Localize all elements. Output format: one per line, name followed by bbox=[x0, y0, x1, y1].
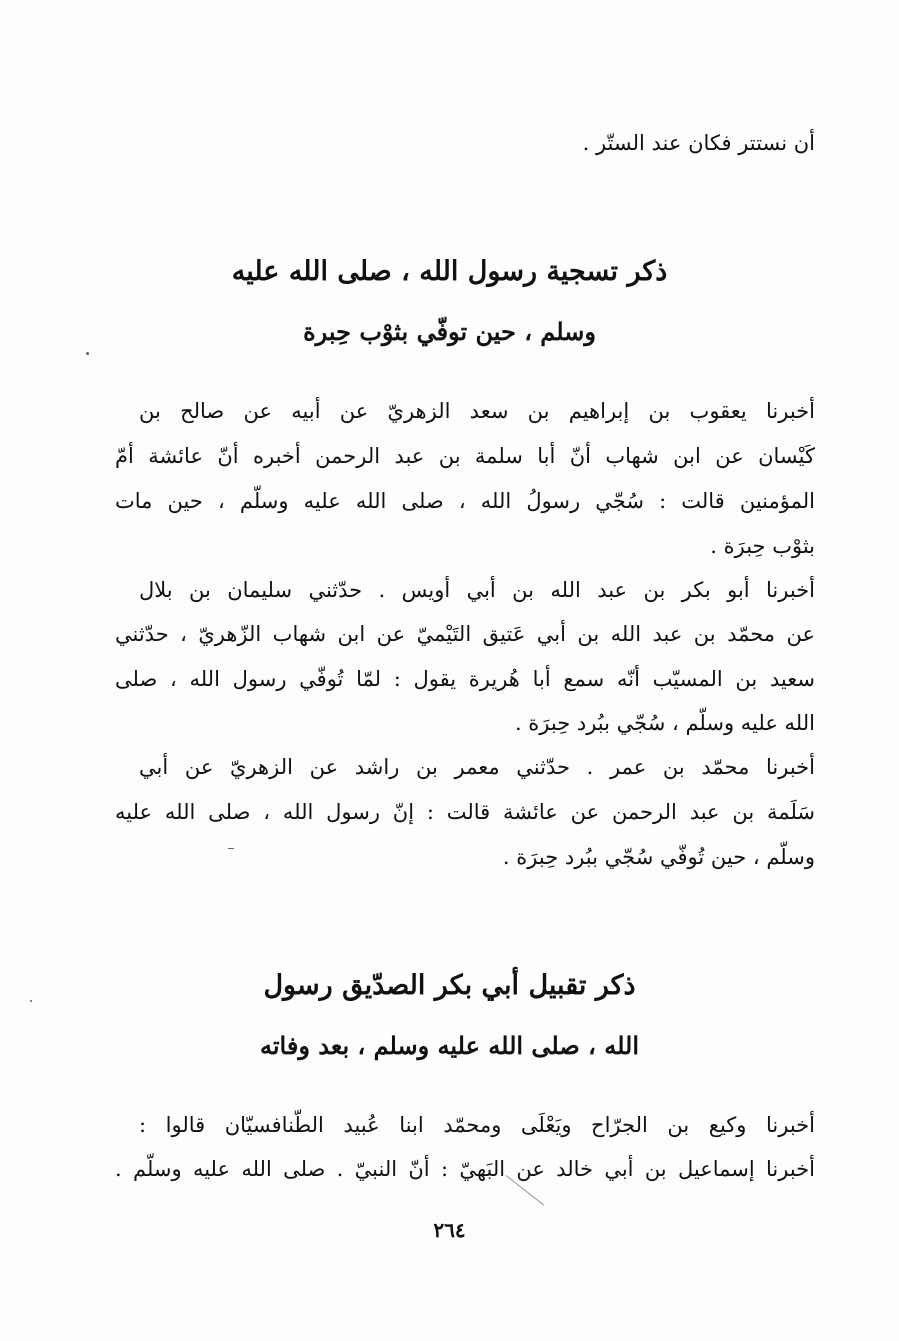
paragraph-line: أخبرنا إسماعيل بن أبي خالد عن البَهيّ : أنّ النبيّ . صلى الله عليه وسلّم . bbox=[115, 1157, 815, 1181]
scan-speck bbox=[86, 352, 89, 355]
paragraph-line: سَلَمة بن عبد الرحمن عن عائشة قالت : إنّ رسول الله ، صلى الله عليه bbox=[115, 800, 815, 824]
carryover-line: أن نستتر فكان عند الستّر . bbox=[582, 131, 815, 155]
page-number: ٢٦٤ bbox=[433, 1218, 466, 1242]
paragraph-line: بثوْب حِبرَة . bbox=[710, 534, 815, 558]
section2-heading-line1: ذكر تقبيل أبي بكر الصدّيق رسول bbox=[263, 970, 636, 1001]
paragraph-line: المؤمنين قالت : سُجّي رسولُ الله ، صلى الله عليه وسلّم ، حين مات bbox=[115, 489, 815, 513]
section1-heading-line1: ذكر تسجية رسول الله ، صلى الله عليه bbox=[231, 256, 668, 287]
paragraph-line: أخبرنا يعقوب بن إبراهيم بن سعد الزهريّ عن أبيه عن صالح بن bbox=[139, 399, 815, 423]
paragraph-line: وسلّم ، حين تُوفّي سُجّي ببُرد حِبرَة . bbox=[502, 845, 815, 869]
scan-speck bbox=[30, 1000, 32, 1002]
paragraph-line: الله عليه وسلّم ، سُجّي ببُرد حِبرَة . bbox=[514, 711, 815, 735]
paragraph-line: أخبرنا أبو بكر بن عبد الله بن أبي أويس . حدّثني سليمان بن بلال bbox=[139, 578, 815, 602]
section1-heading-line2: وسلم ، حين توفّي بثوْب حِبرة bbox=[303, 317, 596, 346]
paragraph-line: أخبرنا وكيع بن الجرّاح ويَعْلَى ومحمّد ابنا عُبيد الطّنافسيّان قالوا : bbox=[139, 1113, 815, 1137]
paragraph-line: كَيْسان عن ابن شهاب أنّ أبا سلمة بن عبد الرحمن أخبره أنّ عائشة أمّ bbox=[115, 444, 815, 468]
section2-heading-line2: الله ، صلى الله عليه وسلم ، بعد وفاته bbox=[259, 1031, 640, 1060]
paragraph-line: سعيد بن المسيّب أنّه سمع أبا هُريرة يقول : لمّا تُوفّي رسول الله ، صلى bbox=[115, 667, 815, 691]
scan-speck bbox=[228, 848, 234, 849]
paragraph-line: أخبرنا محمّد بن عمر . حدّثني معمر بن راشد عن الزهريّ عن أبي bbox=[139, 755, 815, 779]
paragraph-line: عن محمّد بن عبد الله بن أبي عَتيق التَيْميّ عن ابن شهاب الزّهريّ ، حدّثني bbox=[115, 622, 815, 646]
